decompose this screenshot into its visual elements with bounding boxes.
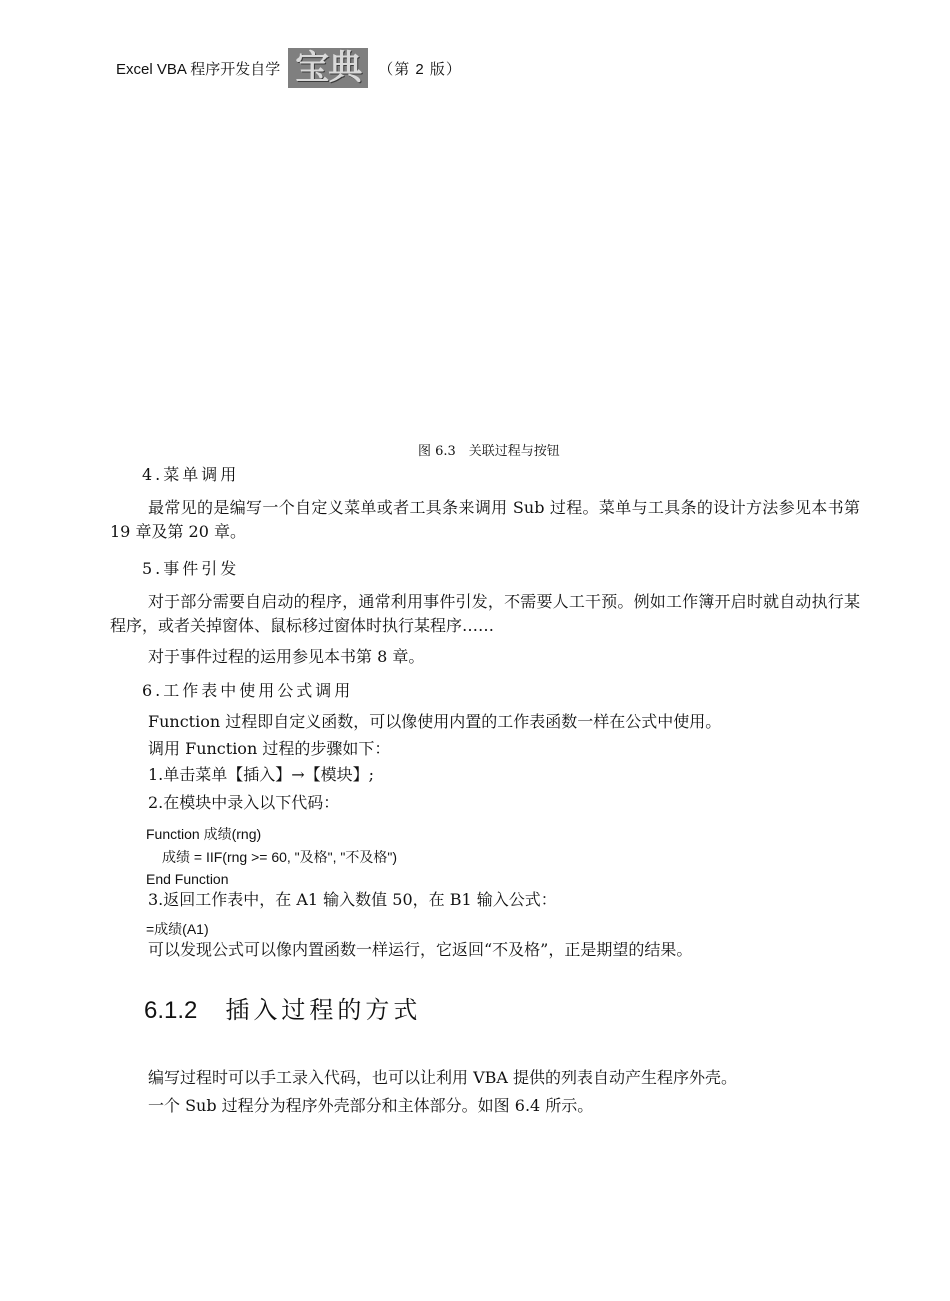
baodian-logo: 宝典: [288, 48, 368, 88]
section-heading-6-1-2: [144, 990, 421, 1025]
edition-label: （第 2 版）: [378, 60, 462, 78]
paragraph-event-trigger: 对于部分需要自启动的程序，通常利用事件引发，不需要人工干预。例如工作簿开启时就自动执行某程序，或者关掉窗体、鼠标移过窗体时执行某程序……: [110, 592, 860, 635]
formula-example: =成绩(A1): [146, 921, 209, 937]
heading-event-trigger: 5.事件引发: [142, 559, 240, 578]
step-1: 1.单击菜单【插入】→【模块】;: [148, 765, 375, 784]
book-series-title: Excel VBA 程序开发自学: [116, 60, 281, 78]
step-3: 3.返回工作表中，在 A1 输入数值 50，在 B1 输入公式：: [148, 890, 557, 909]
heading-menu-call: 4.菜单调用: [142, 465, 240, 484]
section-number: 6.1.2: [144, 997, 198, 1024]
paragraph-menu-call: 最常见的是编写一个自定义菜单或者工具条来调用 Sub 过程。菜单与工具条的设计方法参见本书第 19 章及第 20 章。: [110, 498, 860, 541]
step-2: 2.在模块中录入以下代码：: [148, 793, 340, 812]
running-header: [116, 46, 462, 90]
paragraph-sub-structure: 一个 Sub 过程分为程序外壳部分和主体部分。如图 6.4 所示。: [148, 1096, 594, 1115]
code-line-1: Function 成绩(rng): [146, 826, 262, 842]
code-line-2: 成绩 = IIF(rng >= 60, "及格", "不及格"): [162, 849, 397, 865]
heading-formula-call: 6.工作表中使用公式调用: [142, 681, 354, 700]
paragraph-event-reference: 对于事件过程的运用参见本书第 8 章。: [148, 647, 425, 666]
paragraph-formula-result: 可以发现公式可以像内置函数一样运行，它返回“不及格”，正是期望的结果。: [148, 940, 693, 959]
code-line-3: End Function: [146, 871, 229, 887]
section-title: 插入过程的方式: [225, 996, 422, 1024]
paragraph-insert-ways: 编写过程时可以手工录入代码，也可以让利用 VBA 提供的列表自动产生程序外壳。: [148, 1068, 738, 1087]
paragraph-function-intro: Function 过程即自定义函数，可以像使用内置的工作表函数一样在公式中使用。: [148, 712, 722, 731]
figure-caption: 图 6.3 关联过程与按钮: [418, 444, 560, 459]
paragraph-function-steps: 调用 Function 过程的步骤如下：: [148, 739, 391, 758]
